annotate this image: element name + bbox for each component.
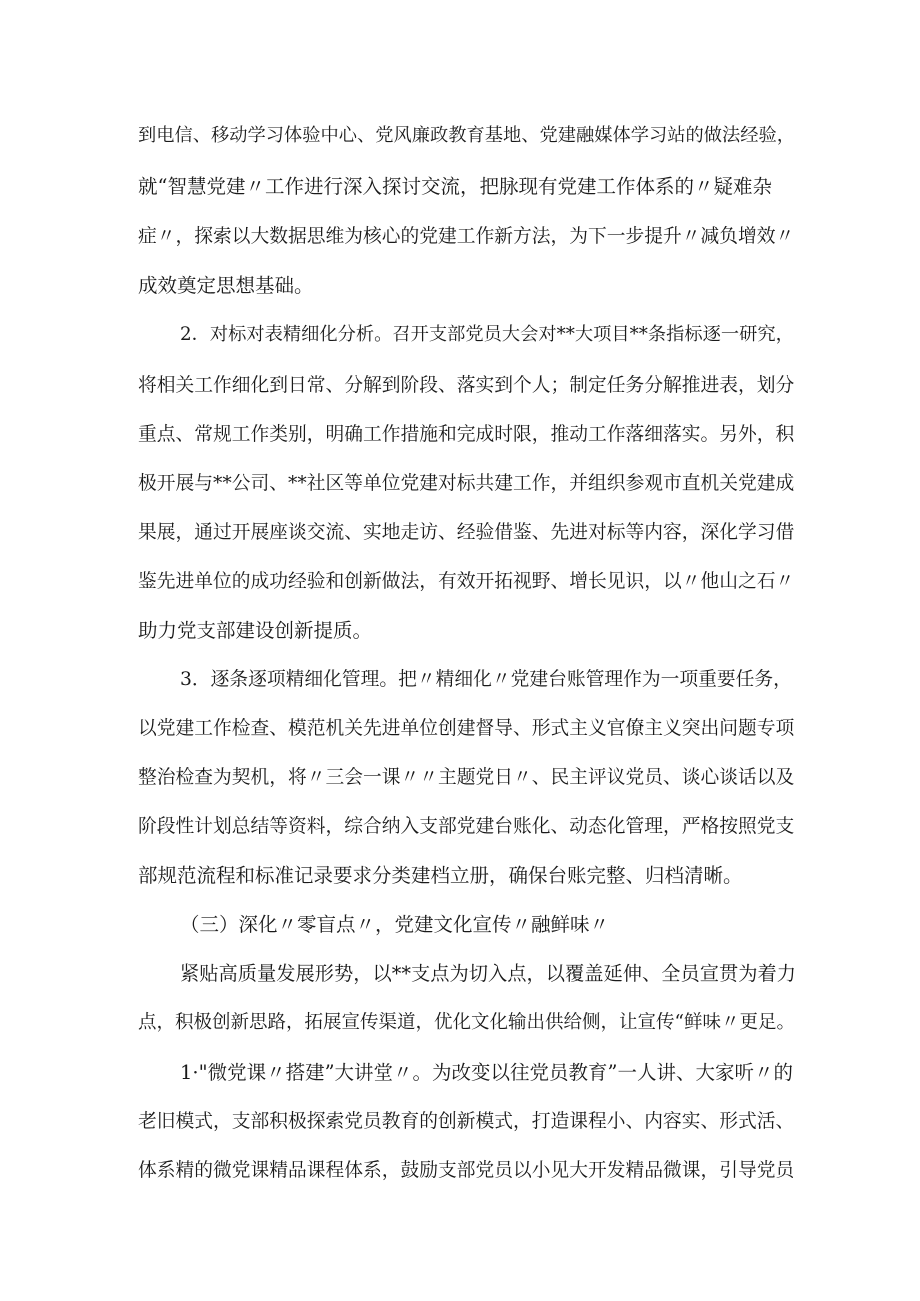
text-line: 成效奠定思想基础。 [138, 274, 314, 297]
text-line: 重点、常规工作类别，明确工作措施和完成时限，推动工作落细落实。另外，积 [138, 424, 795, 445]
text-line: 果展，通过开展座谈交流、实地走访、经验借鉴、先进对标等内容，深化学习借 [138, 522, 795, 543]
text-line: 到电信、移动学习体验中心、党风廉政教育基地、党建融媒体学习站的做法经验， [138, 125, 795, 146]
text-line: 1·"微党课〃搭建”大讲堂〃。为改变以往党员教育”一人讲、大家听〃的 [180, 1061, 794, 1084]
text-line: 体系精的微党课精品课程体系，鼓励支部党员以小见大开发精品微课，引导党员 [138, 1160, 795, 1181]
text-line: 部规范流程和标准记录要求分类建档立册，确保台账完整、归档清晰。 [138, 864, 743, 887]
text-line: 助力党支部建设创新提质。 [138, 619, 373, 642]
text-line: 就“智慧党建〃工作进行深入探讨交流，把脉现有党建工作体系的〃疑难杂 [138, 175, 772, 198]
text-line: 整治检查为契机，将〃三会一课〃〃主题党日〃、民主评议党员、谈心谈话以及 [138, 767, 795, 788]
text-line: 2．对标对表精细化分析。召开支部党员大会对**大项目**条指标逐一研究， [180, 324, 794, 345]
text-line: 3．逐条逐项精细化管理。把〃精细化〃党建台账管理作为一项重要任务， [180, 669, 792, 690]
text-line: 极开展与**公司、**社区等单位党建对标共建工作，并组织参观市直机关党建成 [138, 473, 795, 494]
text-line: 鉴先进单位的成功经验和创新做法，有效开拓视野、增长见识，以〃他山之石〃 [138, 571, 795, 592]
text-line: 症〃，探索以大数据思维为核心的党建工作新方法，为下一步提升〃减负增效〃 [138, 226, 795, 247]
text-line: 将相关工作细化到日常、分解到阶段、落实到个人；制定任务分解推进表，划分 [138, 375, 795, 396]
text-line: 以党建工作检查、模范机关先进单位创建督导、形式主义官僚主义突出问题专项 [138, 718, 795, 739]
text-line: 老旧模式，支部积极探索党员教育的创新模式，打造课程小、内容实、形式活、 [138, 1111, 795, 1132]
text-line: 紧贴高质量发展形势，以**支点为切入点，以覆盖延伸、全员宣贯为着力 [180, 962, 796, 985]
text-line: 点，积极创新思路，拓展宣传渠道，优化文化输出供给侧，让宣传“鲜味〃更足。 [138, 1012, 795, 1033]
text-line: 阶段性计划总结等资料，综合纳入支部党建台账化、动态化管理，严格按照党支 [138, 816, 795, 837]
section-heading: （三）深化〃零盲点〃，党建文化宣传〃融鲜味〃 [180, 913, 610, 936]
